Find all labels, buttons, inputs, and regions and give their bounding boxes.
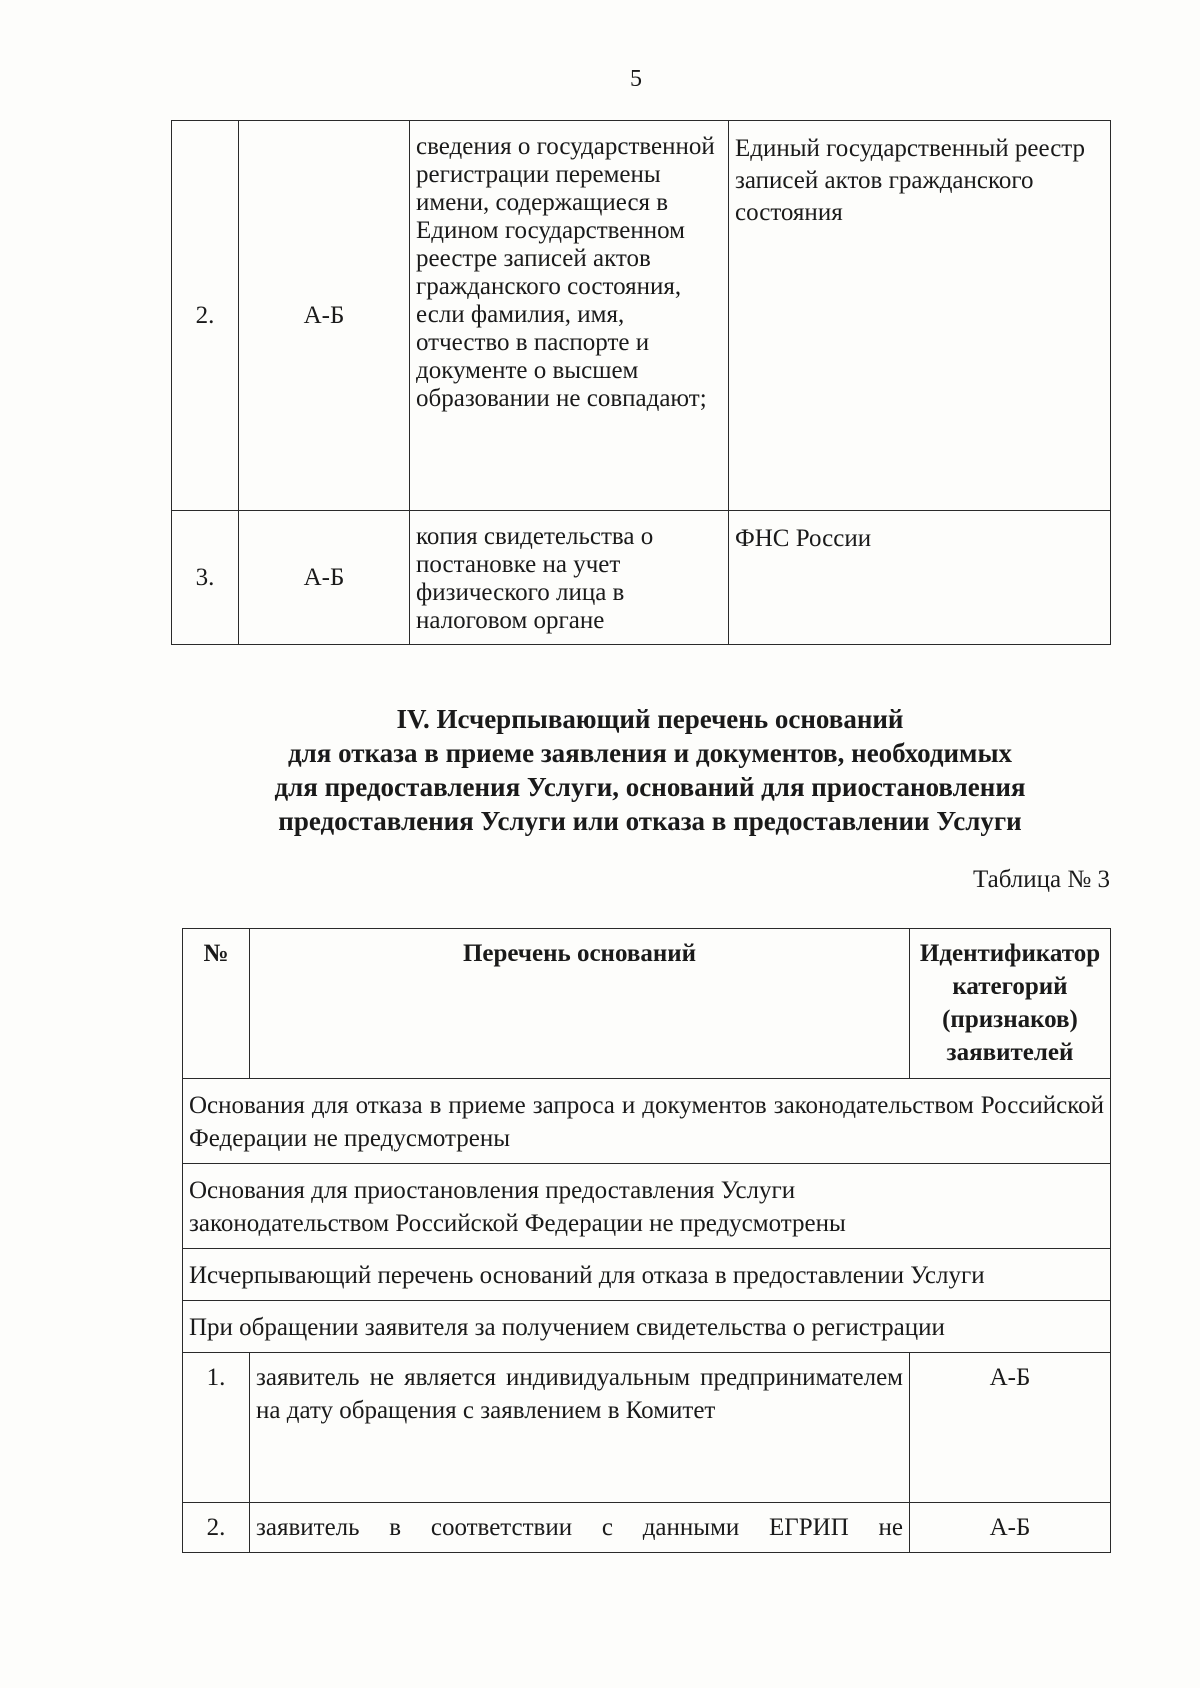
row-number: 2.: [172, 121, 239, 511]
table-label: Таблица № 3: [972, 866, 1110, 893]
table-row: [183, 1164, 1111, 1249]
row-text-line: заявитель в соответствии с данными ЕГРИП не: [256, 1514, 903, 1541]
row-number: 1.: [183, 1353, 250, 1503]
table-row: [183, 1353, 1111, 1503]
span-row-text: Основания для отказа в приеме запроса и документов законодательством Российской Федерации не предусмотрены: [183, 1079, 1111, 1164]
table-row: [183, 1249, 1111, 1301]
row-document: сведения о государственной регистрации перемены имени, содержащиеся в Едином государственном реестре записей актов гражданского состояния, если фамилия, имя, отчество в паспорте и документе о высшем образовании не совпадают;: [410, 121, 729, 511]
row-category: А-Б: [239, 121, 410, 511]
header-num: №: [183, 929, 250, 1079]
row-category: А-Б: [239, 511, 410, 645]
table-row: [172, 121, 1111, 511]
row-source: Единый государственный реестр записей актов гражданского состояния: [729, 121, 1111, 511]
table-row: [183, 1503, 1111, 1553]
heading-line: для отказа в приеме заявления и документов, необходимых: [287, 738, 1013, 768]
table-row: [183, 1301, 1111, 1353]
row-document: копия свидетельства о постановке на учет физического лица в налоговом органе: [410, 511, 729, 645]
span-row-text: Исчерпывающий перечень оснований для отказа в предоставлении Услуги: [183, 1249, 1111, 1301]
header-list: Перечень оснований: [250, 929, 910, 1079]
grounds-table: [182, 928, 1111, 1553]
row-number: 2.: [183, 1503, 250, 1553]
section-heading: [230, 702, 1070, 838]
row-number: 3.: [172, 511, 239, 645]
row-category: А-Б: [910, 1353, 1111, 1503]
row-text: [250, 1503, 910, 1553]
page-number: 5: [630, 66, 642, 92]
heading-line: предоставления Услуги или отказа в предоставлении Услуги: [278, 806, 1022, 836]
table-row: [172, 511, 1111, 645]
span-row-text: Основания для приостановления предоставления Услуги законодательством Российской Федерации не предусмотрены: [183, 1164, 1111, 1249]
row-source: ФНС России: [729, 511, 1111, 645]
table-row: [183, 1079, 1111, 1164]
documents-table: [171, 120, 1111, 645]
row-text: заявитель не является индивидуальным предпринимателем на дату обращения с заявлением в Комитет: [250, 1353, 910, 1503]
header-row: [183, 929, 1111, 1079]
header-identifier: Идентификатор категорий (признаков) заявителей: [910, 929, 1111, 1079]
heading-line: IV. Исчерпывающий перечень оснований: [396, 704, 904, 734]
span-row-text: При обращении заявителя за получением свидетельства о регистрации: [183, 1301, 1111, 1353]
heading-line: для предоставления Услуги, оснований для приостановления: [274, 772, 1026, 802]
row-category: А-Б: [910, 1503, 1111, 1553]
